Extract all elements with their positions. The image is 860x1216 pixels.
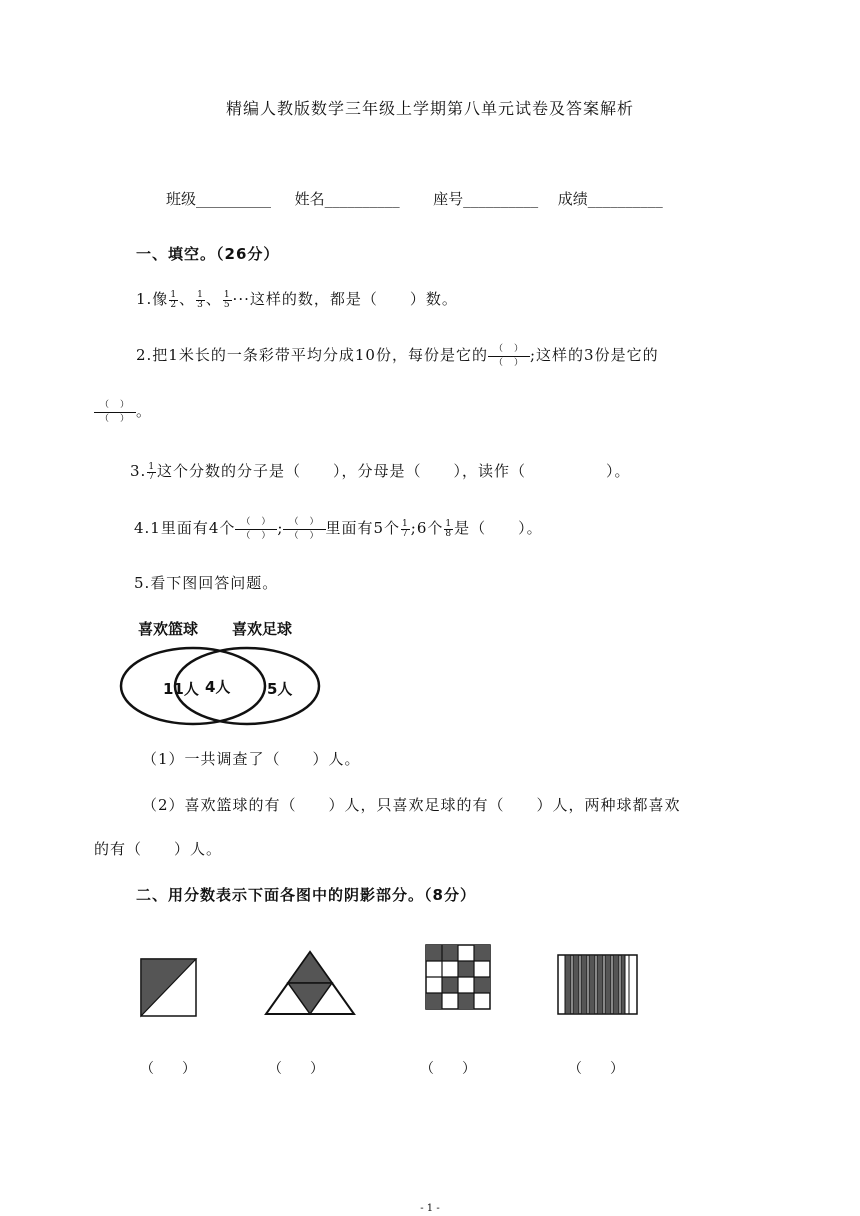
figure-square-diagonal [140, 958, 198, 1018]
venn-diagram [115, 640, 325, 732]
question-5-2: （2）喜欢篮球的有（ ）人，只喜欢足球的有（ ）人，两种球都喜欢 [142, 796, 681, 814]
blank-fraction: $\frac{( )}{( )}$ [283, 518, 325, 541]
blank-fraction: $\frac{( )}{( )}$ [488, 345, 530, 368]
section1-heading: 一、填空。（26分） [136, 245, 280, 263]
fraction-1-2: $\frac{1}{2}$ [170, 289, 178, 310]
question-3: 3. $\frac{1}{7}$ 这个分数的分子是（ ），分母是（ ），读作（ ）。 [130, 461, 631, 482]
figure-grid [425, 944, 491, 1010]
answer-blank-4[interactable]: （ ） [568, 1061, 624, 1077]
figure-strips [557, 954, 639, 1016]
class-field: 班级__________ [166, 190, 272, 208]
blank-fraction: $\frac{( )}{( )}$ [235, 518, 277, 541]
question-5-1: （1）一共调查了（ ）人。 [142, 750, 361, 768]
fraction-1-7: $\frac{1}{7}$ [402, 518, 409, 539]
question-1: 1.像 $\frac{1}{2}$ 、 $\frac{1}{3}$ 、 $\frac{1}{5}$ ···这样的数，都是（ ）数。 [136, 289, 458, 310]
question-4: 4.1里面有4个 $\frac{( )}{( )}$ ; $\frac{( )}{( )}$ 里面有5个 $\frac{1}{7}$ ;6个 $\frac{1}{8}$ 是（ ）。 [134, 516, 543, 541]
name-field: 姓名__________ [294, 190, 400, 208]
fraction-1-5: $\frac{1}{5}$ [223, 289, 231, 310]
question-2: 2.把1米长的一条彩带平均分成10份，每份是它的 $\frac{( )}{( )}$ ;这样的3份是它的 [136, 343, 659, 368]
figure-triangle [264, 950, 356, 1016]
question-5-2-cont: 的有（ ）人。 [94, 840, 223, 858]
page-number: - 1 - [420, 1203, 440, 1214]
question-2-cont: $\frac{( )}{( )}$ 。 [94, 400, 152, 424]
question-5: 5.看下图回答问题。 [134, 574, 279, 592]
fraction-1-3: $\frac{1}{3}$ [197, 289, 204, 310]
venn-right-value: 5人 [267, 680, 293, 698]
venn-label-football: 喜欢足球 [232, 620, 293, 638]
student-info-row [166, 188, 663, 209]
answer-blank-3[interactable]: （ ） [420, 1061, 476, 1077]
venn-middle-value: 4人 [205, 678, 231, 696]
section2-heading: 二、用分数表示下面各图中的阴影部分。（8分） [136, 886, 476, 904]
venn-label-basketball: 喜欢篮球 [138, 620, 199, 638]
blank-fraction: $\frac{( )}{( )}$ [94, 401, 136, 424]
venn-left-value: 11人 [163, 680, 199, 698]
answer-blank-1[interactable]: （ ） [140, 1061, 196, 1077]
score-field: 成绩__________ [557, 190, 663, 208]
seat-field: 座号__________ [433, 190, 539, 208]
fraction-1-7: $\frac{1}{7}$ [148, 461, 156, 482]
fraction-1-8: $\frac{1}{8}$ [445, 518, 453, 539]
answer-blank-2[interactable]: （ ） [268, 1061, 324, 1077]
page-title: 精编人教版数学三年级上学期第八单元试卷及答案解析 [225, 99, 634, 118]
